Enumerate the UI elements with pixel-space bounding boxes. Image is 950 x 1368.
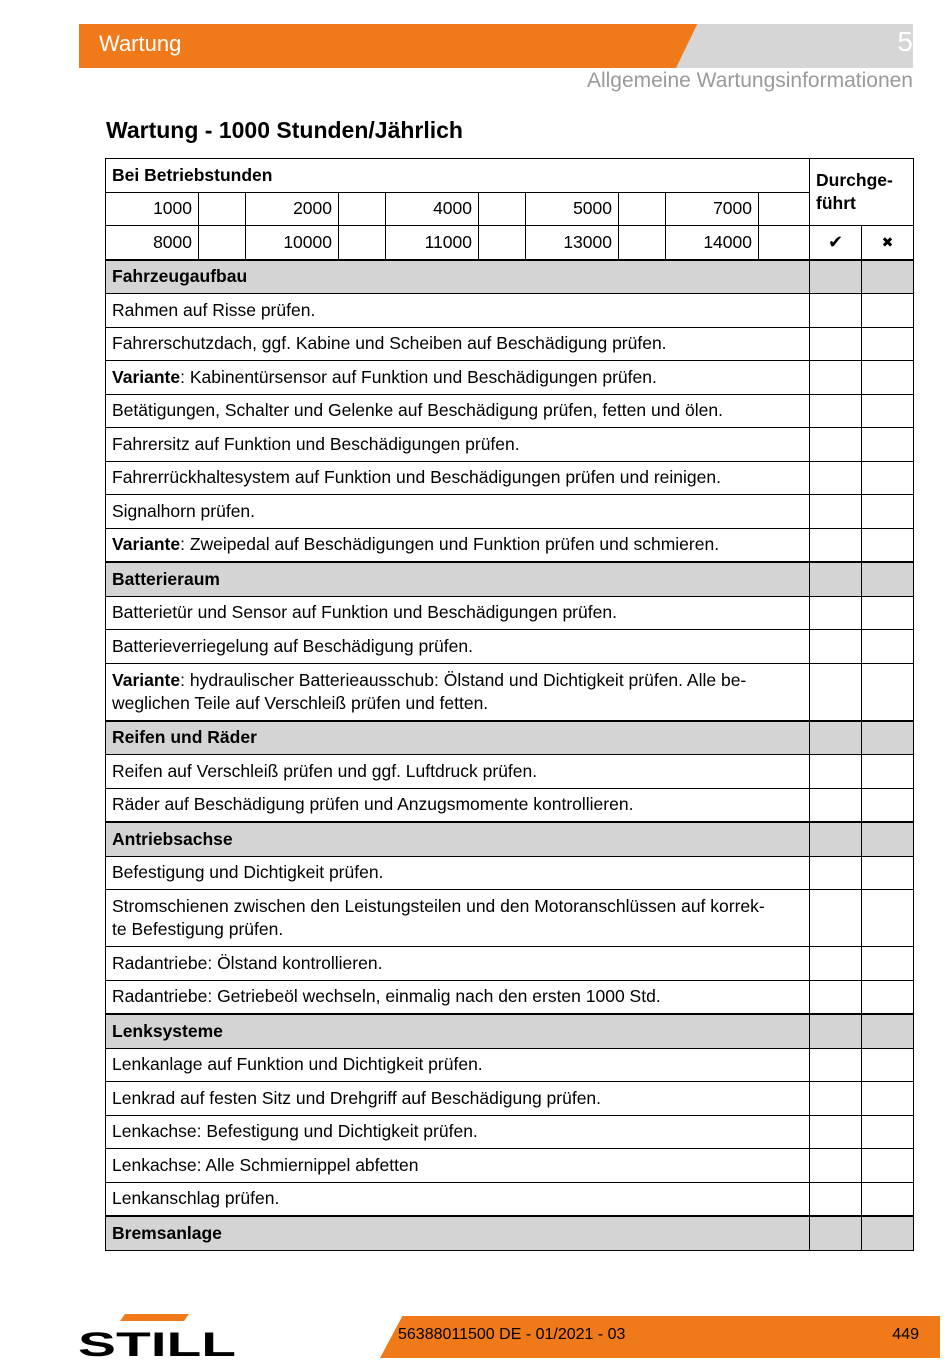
not-done-checkbox-cell[interactable] (862, 495, 914, 529)
hours-check-cell (339, 192, 386, 226)
task-row (106, 980, 914, 1014)
task-text-line: Reifen und Räder (112, 727, 257, 748)
section-title (106, 260, 810, 294)
hours-value: 7000 (666, 192, 759, 226)
task-row (106, 755, 914, 789)
task-row (106, 495, 914, 529)
hours-label: Bei Betriebstunden (106, 159, 810, 193)
hours-value: 8000 (106, 226, 199, 260)
not-done-checkbox-cell[interactable] (862, 394, 914, 428)
done-label (810, 159, 914, 226)
hours-value: 11000 (386, 226, 479, 260)
section-row (106, 562, 914, 596)
hours-check-cell (339, 226, 386, 260)
section-row (106, 1014, 914, 1048)
not-done-checkbox-cell[interactable] (862, 856, 914, 890)
not-done-checkbox-cell (862, 1014, 914, 1048)
task-text-line: Fahrerrückhaltesystem auf Funktion und Beschädigungen prüfen und reinigen. (112, 467, 721, 488)
done-checkbox-cell[interactable] (810, 1082, 862, 1116)
not-done-checkbox-cell (862, 260, 914, 294)
footer-page-number: 449 (892, 1326, 919, 1343)
task-row (106, 1048, 914, 1082)
hours-check-cell (199, 192, 246, 226)
done-checkbox-cell[interactable] (810, 294, 862, 328)
not-done-checkbox-cell[interactable] (862, 1149, 914, 1183)
task-text-line: Betätigungen, Schalter und Gelenke auf Beschädigung prüfen, fetten und ölen. (112, 400, 724, 421)
hours-check-cell (199, 226, 246, 260)
done-checkbox-cell[interactable] (810, 890, 862, 947)
task-row (106, 596, 914, 630)
task-text (106, 980, 810, 1014)
section-title (106, 822, 810, 856)
hours-value: 5000 (526, 192, 619, 226)
not-done-checkbox-cell[interactable] (862, 294, 914, 328)
header-bar-gray (676, 24, 913, 68)
not-done-checkbox-cell (862, 721, 914, 755)
not-done-checkbox-cell (862, 1216, 914, 1250)
section-row (106, 721, 914, 755)
done-checkbox-cell[interactable] (810, 394, 862, 428)
task-text (106, 394, 810, 428)
task-text-line: Befestigung und Dichtigkeit prüfen. (112, 862, 384, 883)
task-text (106, 1115, 810, 1149)
task-row (106, 663, 914, 721)
not-done-checkbox-cell[interactable] (862, 630, 914, 664)
task-text-line: Lenkanschlag prüfen. (112, 1188, 280, 1209)
task-text-line: Rahmen auf Risse prüfen. (112, 299, 316, 320)
done-checkbox-cell (810, 1216, 862, 1250)
done-checkbox-cell (810, 1014, 862, 1048)
task-row (106, 361, 914, 395)
not-done-checkbox-cell (862, 562, 914, 596)
maintenance-table (105, 158, 914, 1251)
task-row (106, 1115, 914, 1149)
task-text-line: Batterietür und Sensor auf Funktion und Beschädigungen prüfen. (112, 602, 617, 623)
not-done-checkbox-cell[interactable] (862, 980, 914, 1014)
task-row (106, 630, 914, 664)
task-text-line: Bremsanlage (112, 1222, 222, 1243)
footer-doc-code: 56388011500 DE - 01/2021 - 03 (398, 1326, 626, 1343)
not-done-checkbox-cell (862, 822, 914, 856)
task-text-line: Signalhorn prüfen. (112, 500, 256, 521)
task-row (106, 890, 914, 947)
task-row (106, 327, 914, 361)
task-text-line: Batterieraum (112, 568, 220, 589)
done-checkbox-cell (810, 562, 862, 596)
task-text-line: Reifen auf Verschleiß prüfen und ggf. Luftdruck prüfen. (112, 760, 538, 781)
task-text (106, 788, 810, 822)
task-text (106, 663, 810, 721)
not-done-checkbox-cell[interactable] (862, 528, 914, 562)
not-done-checkbox-cell[interactable] (862, 361, 914, 395)
done-checkbox-cell[interactable] (810, 947, 862, 981)
hours-value: 2000 (246, 192, 339, 226)
task-text (106, 947, 810, 981)
done-checkbox-cell[interactable] (810, 755, 862, 789)
task-text-line: te Befestigung prüfen. (112, 919, 284, 939)
task-text-line: : Kabinentürsensor auf Funktion und Beschädigungen prüfen. (180, 366, 657, 387)
task-text-line: Batterieverriegelung auf Beschädigung prüfen. (112, 635, 473, 656)
done-checkbox-cell[interactable] (810, 1115, 862, 1149)
done-checkbox-cell[interactable] (810, 1048, 862, 1082)
section-row (106, 1216, 914, 1250)
task-text-line: Antriebsachse (112, 828, 233, 849)
done-checkbox-cell[interactable] (810, 361, 862, 395)
not-done-checkbox-cell[interactable] (862, 461, 914, 495)
hours-header-row (106, 159, 914, 193)
done-checkbox-cell (810, 822, 862, 856)
done-label-line: führt (816, 193, 856, 213)
task-text-line: Fahrzeugaufbau (112, 266, 248, 287)
section-row (106, 260, 914, 294)
not-done-checkbox-cell[interactable] (862, 1082, 914, 1116)
task-text-line: Räder auf Beschädigung prüfen und Anzugsmomente kontrollieren. (112, 794, 634, 815)
task-row (106, 428, 914, 462)
task-text (106, 428, 810, 462)
section-title (106, 562, 810, 596)
hours-row-2 (106, 226, 914, 260)
not-done-checkbox-cell[interactable] (862, 428, 914, 462)
hours-value: 10000 (246, 226, 339, 260)
still-logo (77, 1312, 239, 1360)
task-text (106, 495, 810, 529)
task-text (106, 596, 810, 630)
logo-text: STILL (78, 1326, 236, 1360)
section-title (106, 721, 810, 755)
task-text (106, 856, 810, 890)
done-checkbox-cell[interactable] (810, 1149, 862, 1183)
task-text (106, 461, 810, 495)
task-row (106, 788, 914, 822)
task-row (106, 1082, 914, 1116)
hours-check-cell (619, 192, 666, 226)
not-done-checkbox-cell[interactable] (862, 663, 914, 721)
header-subtitle: Allgemeine Wartungsinformationen (586, 69, 913, 92)
task-text (106, 1182, 810, 1216)
hours-value: 4000 (386, 192, 479, 226)
done-checkbox-cell[interactable] (810, 788, 862, 822)
task-text-line: Lenkachse: Alle Schmiernippel abfetten (112, 1154, 419, 1175)
header-section-title: Wartung (99, 31, 182, 56)
not-done-checkbox-cell[interactable] (862, 1115, 914, 1149)
done-checkbox-cell[interactable] (810, 1182, 862, 1216)
task-text (106, 755, 810, 789)
task-text (106, 528, 810, 562)
hours-value: 13000 (526, 226, 619, 260)
hours-check-cell (619, 226, 666, 260)
header-chapter-number: 5 (897, 26, 913, 57)
not-done-checkbox-cell[interactable] (862, 1182, 914, 1216)
section-title (106, 1216, 810, 1250)
task-text-line: Stromschienen zwischen den Leistungsteilen und den Motoranschlüssen auf korrek- (112, 896, 765, 916)
task-text (106, 361, 810, 395)
not-done-checkbox-cell[interactable] (862, 327, 914, 361)
done-label-line: Durchge- (816, 170, 893, 190)
not-done-checkbox-cell[interactable] (862, 788, 914, 822)
variant-label: Variante (112, 366, 181, 387)
done-symbol: ✔ (810, 226, 862, 260)
done-checkbox-cell[interactable] (810, 630, 862, 664)
done-checkbox-cell (810, 260, 862, 294)
page-title: Wartung - 1000 Stunden/Jährlich (106, 117, 463, 143)
not-done-checkbox-cell[interactable] (862, 1048, 914, 1082)
hours-check-cell (479, 192, 526, 226)
task-text-line: Fahrersitz auf Funktion und Beschädigungen prüfen. (112, 433, 520, 454)
done-checkbox-cell[interactable] (810, 856, 862, 890)
task-text (106, 1048, 810, 1082)
task-row (106, 294, 914, 328)
done-checkbox-cell[interactable] (810, 528, 862, 562)
task-text-line: Lenkanlage auf Funktion und Dichtigkeit prüfen. (112, 1054, 483, 1075)
done-checkbox-cell[interactable] (810, 596, 862, 630)
not-done-checkbox-cell[interactable] (862, 755, 914, 789)
task-text (106, 890, 810, 947)
hours-row-1 (106, 192, 914, 226)
task-text-line: Lenkachse: Befestigung und Dichtigkeit prüfen. (112, 1121, 478, 1142)
not-done-checkbox-cell[interactable] (862, 596, 914, 630)
task-text-line: : hydraulischer Batterieausschub: Ölstand und Dichtigkeit prüfen. Alle be- (180, 669, 747, 690)
variant-label: Variante (112, 669, 181, 690)
hours-check-cell (479, 226, 526, 260)
not-done-checkbox-cell[interactable] (862, 947, 914, 981)
task-text (106, 294, 810, 328)
hours-check-cell (759, 192, 810, 226)
done-checkbox-cell[interactable] (810, 327, 862, 361)
task-text-line: Lenksysteme (112, 1020, 223, 1041)
hours-value: 1000 (106, 192, 199, 226)
variant-label: Variante (112, 534, 181, 555)
done-checkbox-cell[interactable] (810, 663, 862, 721)
hours-value: 14000 (666, 226, 759, 260)
done-checkbox-cell (810, 721, 862, 755)
not-done-symbol: ✖ (862, 226, 914, 260)
done-checkbox-cell[interactable] (810, 980, 862, 1014)
task-text-line: Lenkrad auf festen Sitz und Drehgriff auf Beschädigung prüfen. (112, 1087, 602, 1108)
done-checkbox-cell[interactable] (810, 428, 862, 462)
hours-check-cell (759, 226, 810, 260)
task-text-line: Radantriebe: Ölstand kontrollieren. (112, 952, 383, 973)
done-checkbox-cell[interactable] (810, 461, 862, 495)
task-row (106, 1149, 914, 1183)
task-text-line: weglichen Teile auf Verschleiß prüfen und fetten. (112, 692, 489, 713)
section-row (106, 822, 914, 856)
task-text (106, 1082, 810, 1116)
task-text (106, 1149, 810, 1183)
task-row (106, 528, 914, 562)
done-checkbox-cell[interactable] (810, 495, 862, 529)
task-row (106, 394, 914, 428)
task-text (106, 630, 810, 664)
task-text (106, 327, 810, 361)
task-text-line: : Zweipedal auf Beschädigungen und Funktion prüfen und schmieren. (180, 534, 720, 555)
task-text-line: Radantriebe: Getriebeöl wechseln, einmalig nach den ersten 1000 Std. (112, 986, 661, 1007)
section-title (106, 1014, 810, 1048)
task-row (106, 461, 914, 495)
task-row (106, 1182, 914, 1216)
task-row (106, 856, 914, 890)
task-row (106, 947, 914, 981)
not-done-checkbox-cell[interactable] (862, 890, 914, 947)
task-text-line: Fahrerschutzdach, ggf. Kabine und Scheiben auf Beschädigung prüfen. (112, 333, 667, 354)
